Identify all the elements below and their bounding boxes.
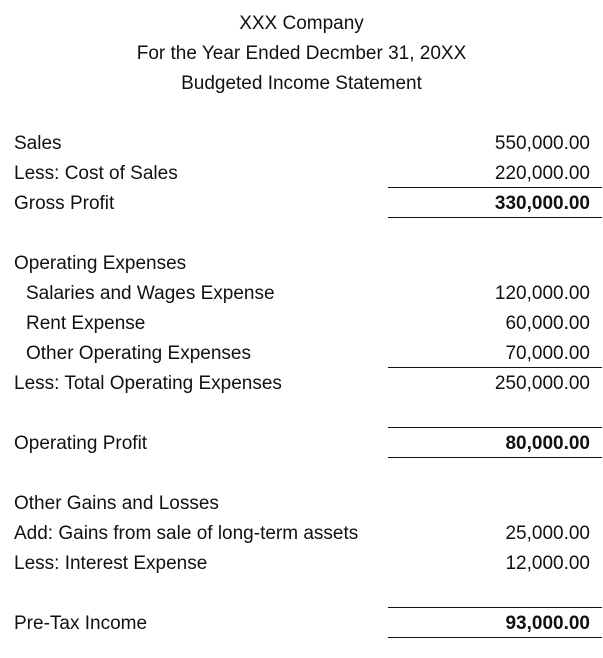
pretax-income-label: Pre-Tax Income bbox=[14, 613, 148, 634]
sales-row bbox=[14, 133, 590, 155]
gains-sale-label: Add: Gains from sale of long-term assets bbox=[14, 523, 359, 544]
total-operating-label: Less: Total Operating Expenses bbox=[14, 373, 282, 394]
interest-expense-label: Less: Interest Expense bbox=[14, 553, 208, 574]
rule-above-gross-profit bbox=[388, 187, 602, 188]
total-operating-row bbox=[14, 373, 590, 395]
total-operating-value: 250,000.00 bbox=[494, 373, 590, 394]
company-name: XXX Company bbox=[239, 13, 364, 34]
rent-row bbox=[14, 313, 590, 335]
other-operating-row bbox=[14, 343, 590, 365]
gains-sale-value: 25,000.00 bbox=[505, 523, 590, 544]
operating-profit-value: 80,000.00 bbox=[505, 433, 590, 454]
other-gains-heading: Other Gains and Losses bbox=[14, 493, 219, 514]
rule-below-gross-profit bbox=[388, 217, 602, 218]
gross-profit-label: Gross Profit bbox=[14, 193, 115, 214]
interest-expense-row bbox=[14, 553, 590, 575]
other-operating-label: Other Operating Expenses bbox=[26, 343, 251, 364]
other-operating-value: 70,000.00 bbox=[505, 343, 590, 364]
interest-expense-value: 12,000.00 bbox=[505, 553, 590, 574]
gains-sale-row bbox=[14, 523, 590, 545]
operating-profit-row bbox=[14, 433, 590, 455]
sales-label: Sales bbox=[14, 133, 62, 154]
operating-expenses-heading-row bbox=[14, 253, 590, 275]
cost-of-sales-label: Less: Cost of Sales bbox=[14, 163, 178, 184]
gross-profit-row bbox=[14, 193, 590, 215]
other-gains-heading-row bbox=[14, 493, 590, 515]
rule-below-pretax-income bbox=[388, 637, 602, 638]
pretax-income-value: 93,000.00 bbox=[505, 613, 590, 634]
operating-expenses-heading: Operating Expenses bbox=[14, 253, 187, 274]
pretax-income-row bbox=[14, 613, 590, 635]
statement-period: For the Year Ended Decmber 31, 20XX bbox=[136, 43, 467, 64]
cost-of-sales-row bbox=[14, 163, 590, 185]
statement-title: Budgeted Income Statement bbox=[181, 73, 422, 94]
salaries-value: 120,000.00 bbox=[494, 283, 590, 304]
rule-above-operating-profit bbox=[388, 427, 602, 428]
rule-above-pretax-income bbox=[388, 607, 602, 608]
salaries-label: Salaries and Wages Expense bbox=[26, 283, 275, 304]
salaries-row bbox=[14, 283, 590, 305]
sales-value: 550,000.00 bbox=[494, 133, 590, 154]
cost-of-sales-value: 220,000.00 bbox=[494, 163, 590, 184]
operating-profit-label: Operating Profit bbox=[14, 433, 148, 454]
rent-label: Rent Expense bbox=[26, 313, 146, 334]
rule-above-total-operating bbox=[388, 367, 602, 368]
rent-value: 60,000.00 bbox=[505, 313, 590, 334]
rule-below-operating-profit bbox=[388, 457, 602, 458]
gross-profit-value: 330,000.00 bbox=[494, 193, 590, 214]
